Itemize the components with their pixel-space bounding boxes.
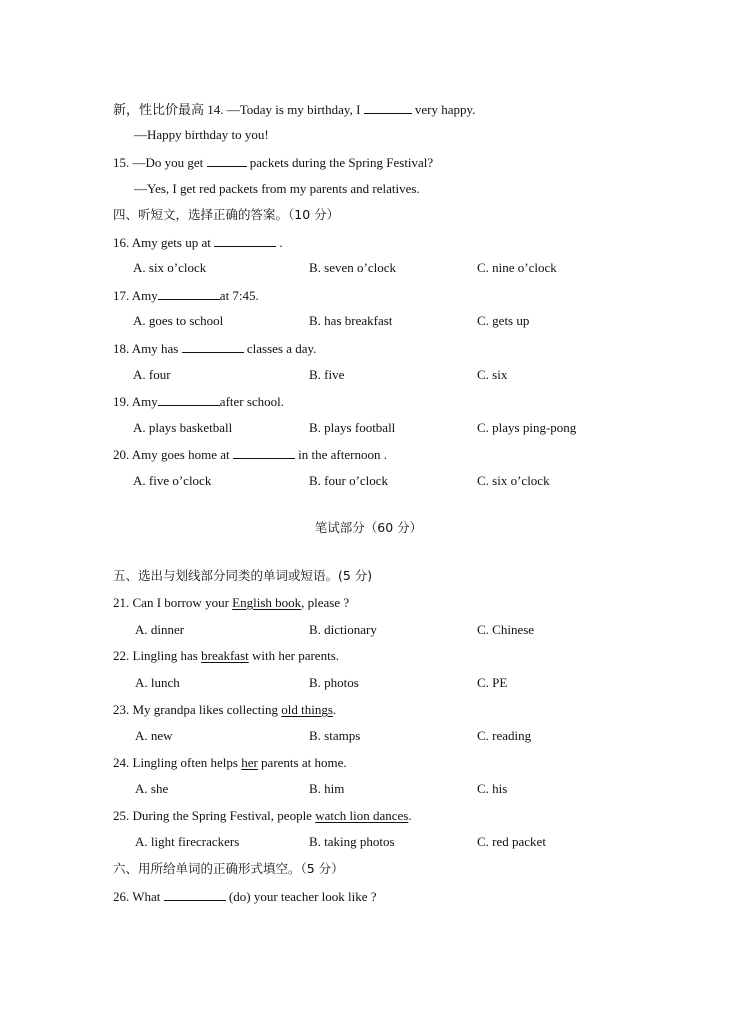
question-23 [113,702,336,718]
q16-suffix: . [279,235,283,250]
q21-underlined: English book [232,595,302,610]
question-26 [113,888,377,905]
q21-option-b[interactable]: B. dictionary [309,622,377,637]
q24-option-b[interactable]: B. him [309,781,345,796]
question-19 [113,393,284,410]
question-21 [113,595,349,611]
question-16 [113,234,283,251]
q17-suffix: at 7:45. [219,288,259,303]
answer-blank[interactable] [164,888,226,901]
question-15 [113,154,433,171]
question-20 [113,446,387,463]
q15-reply: —Yes, I get red packets from my parents and relatives. [134,181,420,196]
q16-prefix: 16. Amy gets up at [113,235,211,250]
answer-blank[interactable] [158,393,220,406]
q24-prefix: 24. Lingling often helps [113,755,238,770]
q14-reply: —Happy birthday to you! [134,127,269,142]
q18-option-a[interactable]: A. four [133,367,171,382]
q21-option-a[interactable]: A. dinner [135,622,185,637]
answer-blank[interactable] [158,287,220,300]
q26-suffix: (do) your teacher look like ? [228,889,377,904]
answer-blank[interactable] [233,446,295,459]
q18-prefix: 18. Amy has [113,341,179,356]
q22-option-c[interactable]: C. PE [477,675,508,690]
answer-blank[interactable] [207,154,247,167]
q17-option-a[interactable]: A. goes to school [133,313,224,328]
q17-prefix: 17. Amy [113,288,158,303]
question-18 [113,340,316,357]
q25-option-a[interactable]: A. light firecrackers [135,834,240,849]
section-4-title: 四、听短文，选择正确的答案。（10 分） [113,207,340,222]
q19-option-a[interactable]: A. plays basketball [133,420,233,435]
answer-blank[interactable] [364,101,412,114]
written-part-title: 笔试部分（60 分） [314,520,423,535]
q25-underlined: watch lion dances [315,808,409,823]
q23-option-a[interactable]: A. new [135,728,173,743]
q17-option-c[interactable]: C. gets up [477,313,530,328]
q15-prefix: 15. —Do you get [113,155,204,170]
q18-option-b[interactable]: B. five [309,367,345,382]
question-22 [113,648,339,664]
q24-option-c[interactable]: C. his [477,781,508,796]
q23-option-c[interactable]: C. reading [477,728,532,743]
q22-suffix: with her parents. [252,648,340,663]
q24-underlined: her [241,755,258,770]
answer-blank[interactable] [182,340,244,353]
q23-option-b[interactable]: B. stamps [309,728,361,743]
q21-prefix: 21. Can I borrow your [113,595,229,610]
q15-suffix: packets during the Spring Festival? [249,155,434,170]
q20-prefix: 20. Amy goes home at [113,447,230,462]
q25-prefix: 25. During the Spring Festival, people [113,808,312,823]
q23-underlined: old things [281,702,333,717]
q22-underlined: breakfast [201,648,249,663]
q24-suffix: parents at home. [261,755,347,770]
q14-suffix: very happy. [414,102,476,117]
q17-option-b[interactable]: B. has breakfast [309,313,393,328]
q25-option-c[interactable]: C. red packet [477,834,546,849]
q14-prefix: 新，性比价最高 14. —Today is my birthday, I [113,102,361,117]
q20-option-b[interactable]: B. four o’clock [309,473,389,488]
question-25 [113,808,412,824]
q16-option-a[interactable]: A. six o’clock [133,260,207,275]
q25-suffix: . [408,808,412,823]
q20-option-c[interactable]: C. six o’clock [477,473,550,488]
q19-option-b[interactable]: B. plays football [309,420,396,435]
q20-suffix: in the afternoon . [298,447,387,462]
q22-option-b[interactable]: B. photos [309,675,359,690]
q19-suffix: after school. [219,394,285,409]
q19-prefix: 19. Amy [113,394,158,409]
q25-option-b[interactable]: B. taking photos [309,834,395,849]
q18-suffix: classes a day. [246,341,317,356]
q23-prefix: 23. My grandpa likes collecting [113,702,278,717]
q19-option-c[interactable]: C. plays ping-pong [477,420,577,435]
q22-prefix: 22. Lingling has [113,648,198,663]
q22-option-a[interactable]: A. lunch [135,675,180,690]
question-17 [113,287,259,304]
q23-suffix: . [332,702,337,717]
q16-option-c[interactable]: C. nine o’clock [477,260,557,275]
section-6-title: 六、用所给单词的正确形式填空。（5 分） [113,861,344,876]
section-5-title: 五、选出与划线部分同类的单词或短语。(5 分) [113,568,373,583]
q24-option-a[interactable]: A. she [135,781,169,796]
q16-option-b[interactable]: B. seven o’clock [309,260,397,275]
question-24 [113,755,347,771]
q21-suffix: , please ? [301,595,350,610]
answer-blank[interactable] [214,234,276,247]
q26-prefix: 26. What [113,889,161,904]
q20-option-a[interactable]: A. five o’clock [133,473,212,488]
q18-option-c[interactable]: C. six [477,367,508,382]
question-14 [113,101,475,118]
q21-option-c[interactable]: C. Chinese [477,622,535,637]
